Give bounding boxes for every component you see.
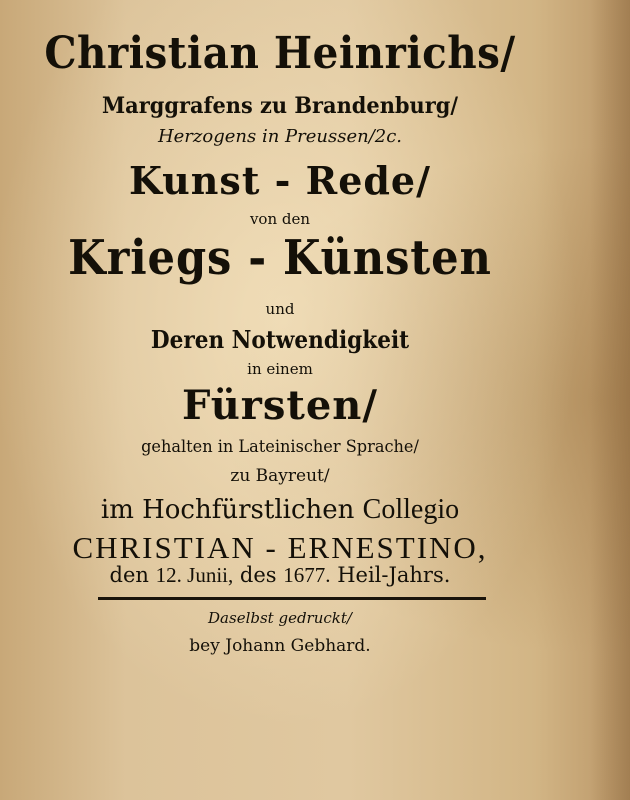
subject-title: Kriegs - Künsten — [68, 230, 492, 286]
date-day: 12. Junii, — [155, 563, 234, 587]
divider-rule — [98, 597, 486, 600]
date-den: den — [109, 563, 149, 587]
author-title-margrave: Marggrafens zu Brandenburg/ — [102, 93, 458, 119]
institution-name: CHRISTIAN - ERNESTINO, — [72, 530, 488, 565]
subject-necessity: Deren Notwendigkeit — [150, 325, 410, 354]
date-heil-jahrs: Heil-Jahrs. — [337, 563, 451, 587]
language-note: gehalten in Lateinischer Sprache/ — [141, 437, 419, 457]
date-year: 1677. — [283, 563, 331, 587]
preposition-in-einem: in einem — [247, 360, 313, 378]
institution-fraktur: im Hochfürstlichen — [100, 495, 355, 525]
page-edge-shadow — [590, 0, 630, 800]
place-bayreut: zu Bayreut/ — [230, 466, 330, 486]
date-line — [20, 563, 540, 588]
author-title-duke: Herzogens in Preussen/2c. — [157, 126, 403, 147]
institution-collegio: Collegio — [362, 494, 460, 525]
author-name: Christian Heinrichs/ — [44, 28, 516, 79]
preposition-von-den: von den — [249, 210, 311, 228]
imprint-printer: bey Johann Gebhard. — [189, 636, 371, 656]
work-type: Kunst - Rede/ — [128, 158, 431, 203]
institution-line — [20, 494, 540, 526]
conjunction-und: und — [265, 300, 295, 318]
imprint-printed: Daselbst gedruckt/ — [208, 609, 352, 627]
date-des: des — [239, 563, 277, 587]
subject-prince: Fürsten/ — [182, 382, 378, 429]
